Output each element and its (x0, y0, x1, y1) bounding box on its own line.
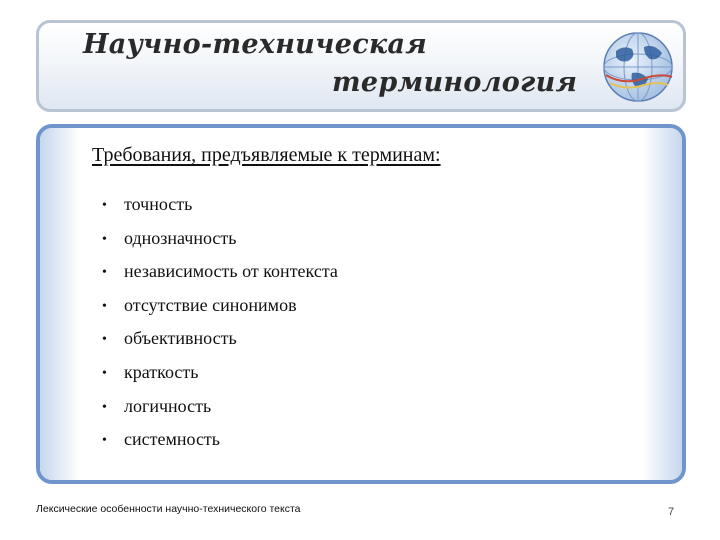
list-item-text: системность (124, 429, 221, 450)
panel-right-shade (642, 128, 682, 480)
slide-title-line2: терминология (332, 67, 578, 98)
slide-footer: Лексические особенности научно-технического текста (36, 503, 301, 515)
list-item (102, 289, 338, 323)
list-item (102, 390, 338, 424)
list-item (102, 188, 338, 222)
list-item-text: независимость от контекста (124, 261, 338, 282)
page-number: 7 (668, 506, 675, 518)
bullet: • (102, 433, 107, 449)
content-panel (36, 124, 686, 484)
list-item (102, 255, 338, 289)
list-item-text: краткость (124, 361, 199, 382)
list-item (102, 322, 338, 356)
globe-emblem-icon (592, 27, 684, 107)
bullet: • (102, 231, 107, 247)
list-item (102, 423, 338, 457)
list-item-text: однозначность (124, 227, 237, 248)
list-item-text: точность (124, 194, 193, 214)
requirements-list (102, 188, 338, 457)
list-item (102, 222, 338, 256)
slide-title-line1: Научно-техническая (83, 29, 428, 60)
bullet: • (102, 399, 107, 415)
bullet: • (102, 265, 107, 281)
panel-left-shade (40, 128, 80, 480)
requirements-heading: Требования, предъявляемые к терминам: (92, 144, 441, 166)
list-item-text: отсутствие синонимов (124, 294, 297, 315)
title-banner (36, 20, 686, 112)
list-item-text: объективность (124, 328, 237, 349)
list-item (102, 356, 338, 390)
bullet: • (102, 332, 107, 348)
bullet: • (102, 198, 107, 213)
bullet: • (102, 298, 107, 314)
list-item-text: логичность (124, 395, 212, 416)
bullet: • (102, 365, 107, 381)
